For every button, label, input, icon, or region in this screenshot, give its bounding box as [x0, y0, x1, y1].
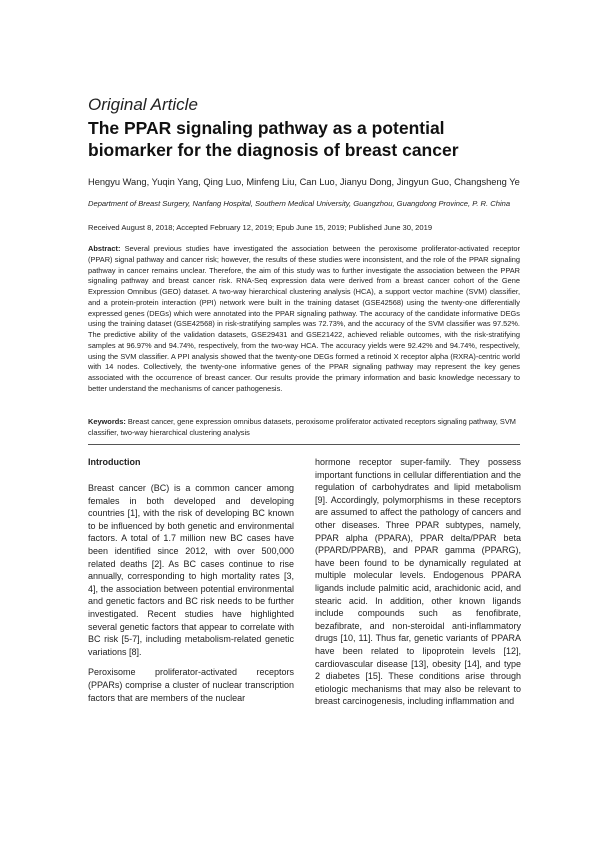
keywords-text: Breast cancer, gene expression omnibus datasets, peroxisome proliferator activated receptors signaling pathway, SVM classifier, two-way hierarchical clustering analysis — [88, 417, 516, 437]
abstract — [88, 244, 520, 395]
abstract-label: Abstract: — [88, 244, 121, 253]
keywords-label: Keywords: — [88, 417, 126, 426]
section-heading-introduction: Introduction — [88, 457, 141, 467]
body-column-right — [315, 456, 521, 716]
article-type: Original Article — [88, 95, 198, 114]
body-column-left — [88, 456, 294, 712]
publication-dates: Received August 8, 2018; Accepted February 12, 2019; Epub June 15, 2019; Published June 30, 2019 — [88, 223, 433, 232]
body-paragraph: Peroxisome proliferator-activated receptors (PPARs) comprise a cluster of nuclear transcription factors that are members of the nuclear — [88, 667, 294, 703]
section-divider — [88, 444, 520, 445]
article-title: The PPAR signaling pathway as a potential biomarker for the diagnosis of breast cancer — [88, 118, 459, 160]
keywords — [88, 417, 520, 438]
abstract-text: Several previous studies have investigated the association between the peroxisome proliferator-activated receptor (PPAR) signal pathway and cancer risk; however, the results of these studies were inconsistent, and the role of the PPAR signaling pathway in cancer remains unclear. Therefore, the aim of this study was to further investigate the association between the PPAR signaling pathway and breast cancer risk. RNA-Seq expression data were derived from a breast cancer cohort of the Gene Expression Omnibus (GEO) dataset. A two-way hierarchical clustering analysis (HCA), a support vector machine (SVM) classifier, and a protein-protein interaction (PPI) network were built in the training dataset (GSE42568) using the twenty-one differentially expressed genes (DEGs) which were annotated into the PPAR signaling pathway. The accuracy of the candidate informative DEGs using the training dataset (GSE42568) in risk-stratifying samples was 72.73%, and the accuracy of the SVM classifier was 97.52%. The predictive ability of the validation datasets, GSE29431 and GSE21422, achieved reliable outcomes, with the risk-stratifying samples at 96.97% and 94.74%, respectively, from the two-way HCA. The accuracy yields were 92.42% and 94.74%, respectively, using the SVM classifier. A PPI analysis showed that the twenty-one DEGs formed a retinoid X receptor alpha (RXRA)-centric world with 14 nodes. Collectively, the twenty-one informative genes of the PPAR signaling pathway may represent the key genes associated with the occurrence of breast cancer. Our results provide the primary information and basic knowledge necessary to better understand the mechanisms of cancer pathogenesis. — [88, 244, 520, 393]
author-list: Hengyu Wang, Yuqin Yang, Qing Luo, Minfeng Liu, Can Luo, Jianyu Dong, Jingyun Guo, Changsheng Ye — [88, 177, 520, 187]
author-affiliation: Department of Breast Surgery, Nanfang Hospital, Southern Medical University, Guangzhou, Guangdong Province, P. R. China — [88, 199, 511, 208]
body-paragraph: Breast cancer (BC) is a common cancer among females in both developed and developing countries [1], with the risk of developing BC known to be influenced by both genetic and environmental factors. A total of 1.7 million new BC cases have been identified since 2012, with over 500,000 related deaths [2]. As BC cases continue to rise annually, corresponding to high mortality rates [3, 4], the association between potential environmental and genetic factors and BC risk needs to be further investigated. Recent studies have highlighted several genetic factors that appear to correlate with BC risk [5-7], including metabolism-related genetic variations [8]. — [88, 483, 294, 657]
body-paragraph: hormone receptor super-family. They possess important functions in cellular differentiation and the regulation of carbohydrates and lipid metabolism [9]. Accordingly, polymorphisms in these receptors are assumed to affect the pathology of cancers and other diseases. Three PPAR subtypes, namely, PPAR alpha (PPARA), PPAR delta/PPAR beta (PPARD/PPARB), and PPAR gamma (PPARG), have been found to be dynamically regulated at multiple molecular levels. Endogenous PPARA ligands include palmitic acid, arachidonic acid, and stearic acid. In addition, other known ligands include compounds such as fenofibrate, bezafibrate, and non-steroidal anti-inflammatory drugs [10, 11]. Thus far, genetic variants of PPARA have been related to lipoprotein levels [12], cardiovascular disease [13], obesity [14], and type 2 diabetes [15]. These conditions arise through etiologic mechanisms that may also be relevant to breast carcinogenesis, including inflammation and — [315, 457, 521, 707]
